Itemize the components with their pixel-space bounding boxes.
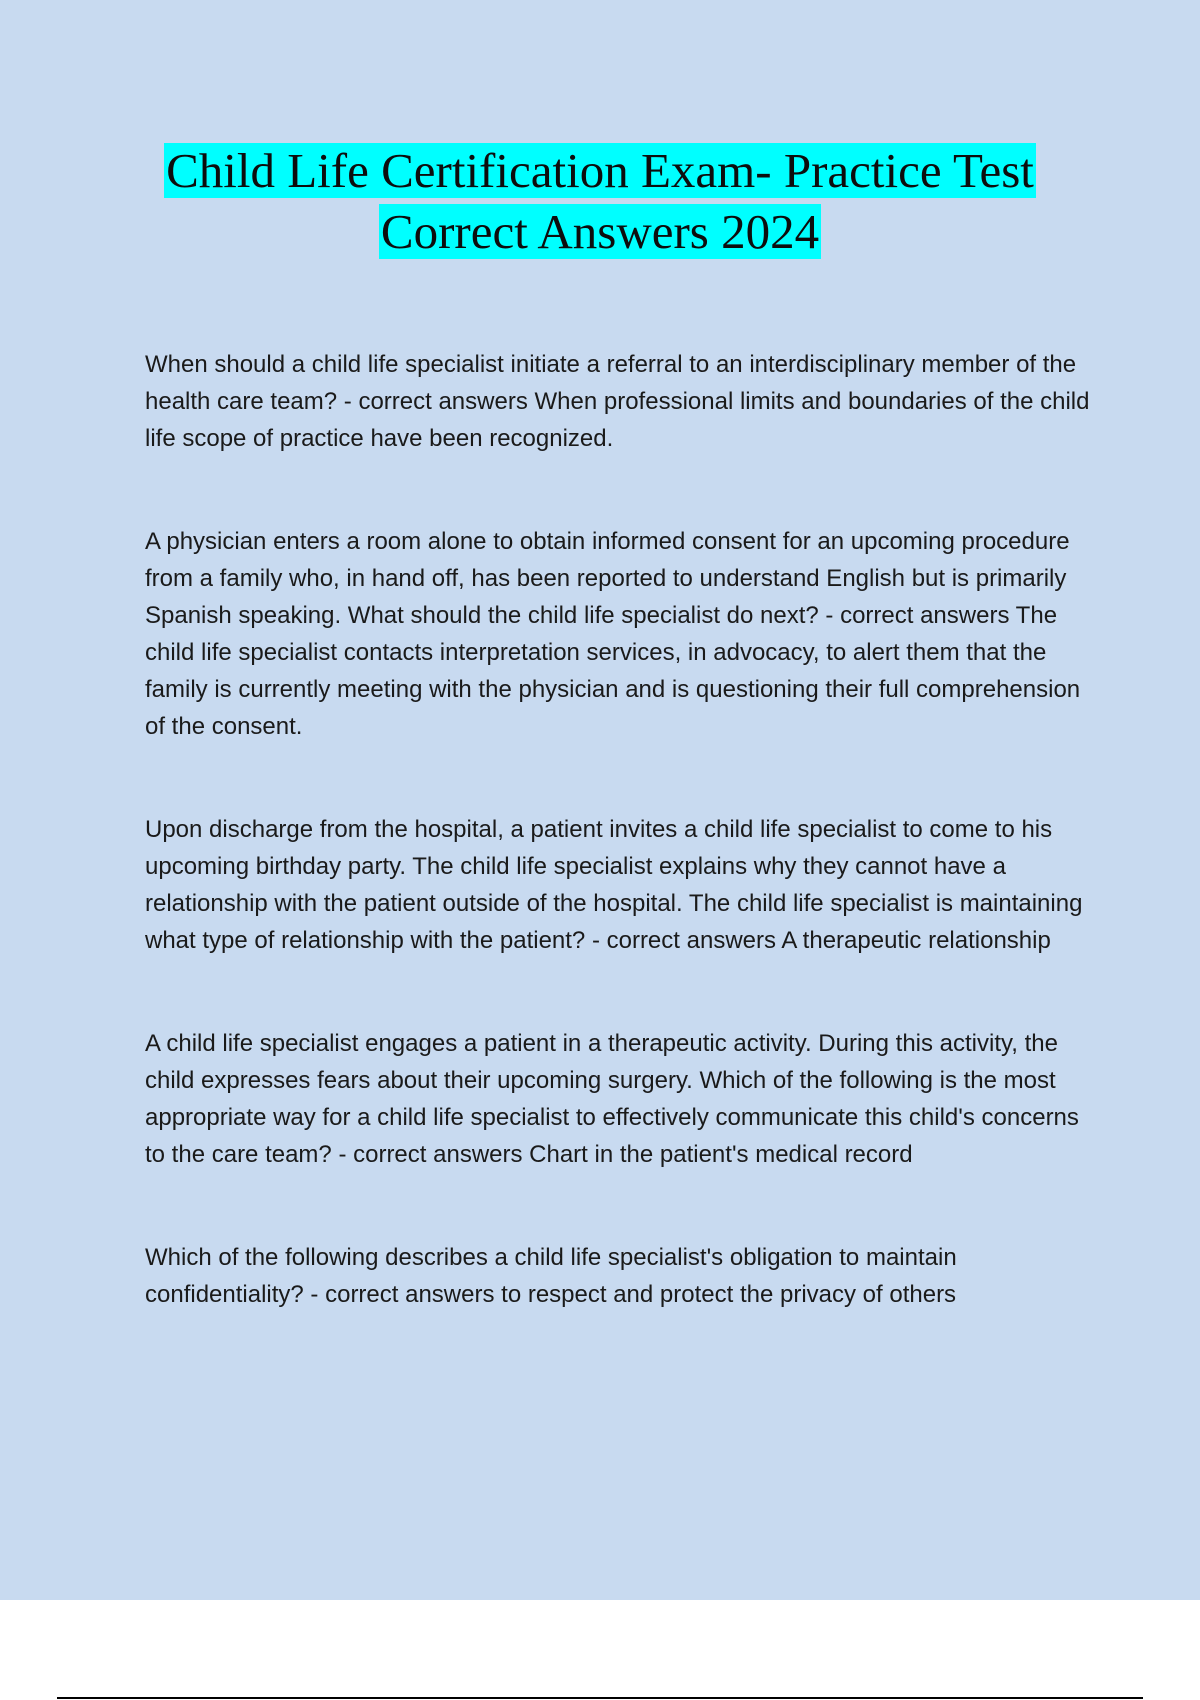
qa-item: A child life specialist engages a patient in a therapeutic activity. During this activity, the child expresses fears about their upcoming surgery. Which of the following is the most appropriate way for a child life specialist to effectively communicate this child's concerns to the care team? - correct answers Chart in the patient's medical record <box>145 1030 1079 1168</box>
qa-item: A physician enters a room alone to obtain informed consent for an upcoming procedure from a family who, in hand off, has been reported to understand English but is primarily Spanish speaking. What should the child life specialist do next? - correct answers The child life specialist contacts interpretation services, in advocacy, to alert them that the family is currently meeting with the physician and is questioning their full comprehension of the consent. <box>145 528 1081 740</box>
title-line-2: Correct Answers 2024 <box>380 204 820 259</box>
footer-divider <box>57 1697 1143 1699</box>
question-answer-list <box>145 346 1095 1313</box>
title-line-1: Child Life Certification Exam- Practice Test <box>166 143 1034 198</box>
qa-item: When should a child life specialist initiate a referral to an interdisciplinary member of the health care team? - correct answers When professional limits and boundaries of the child life scope of practice have been recognized. <box>145 351 1090 452</box>
qa-item: Which of the following describes a child life specialist's obligation to maintain confidentiality? - correct answers to respect and protect the privacy of others <box>145 1244 957 1308</box>
document-title <box>0 140 1200 262</box>
qa-item: Upon discharge from the hospital, a patient invites a child life specialist to come to his upcoming birthday party. The child life specialist explains why they cannot have a relationship with the patient outside of the hospital. The child life specialist is maintaining what type of relationship with the patient? - correct answers A therapeutic relationship <box>145 816 1083 954</box>
